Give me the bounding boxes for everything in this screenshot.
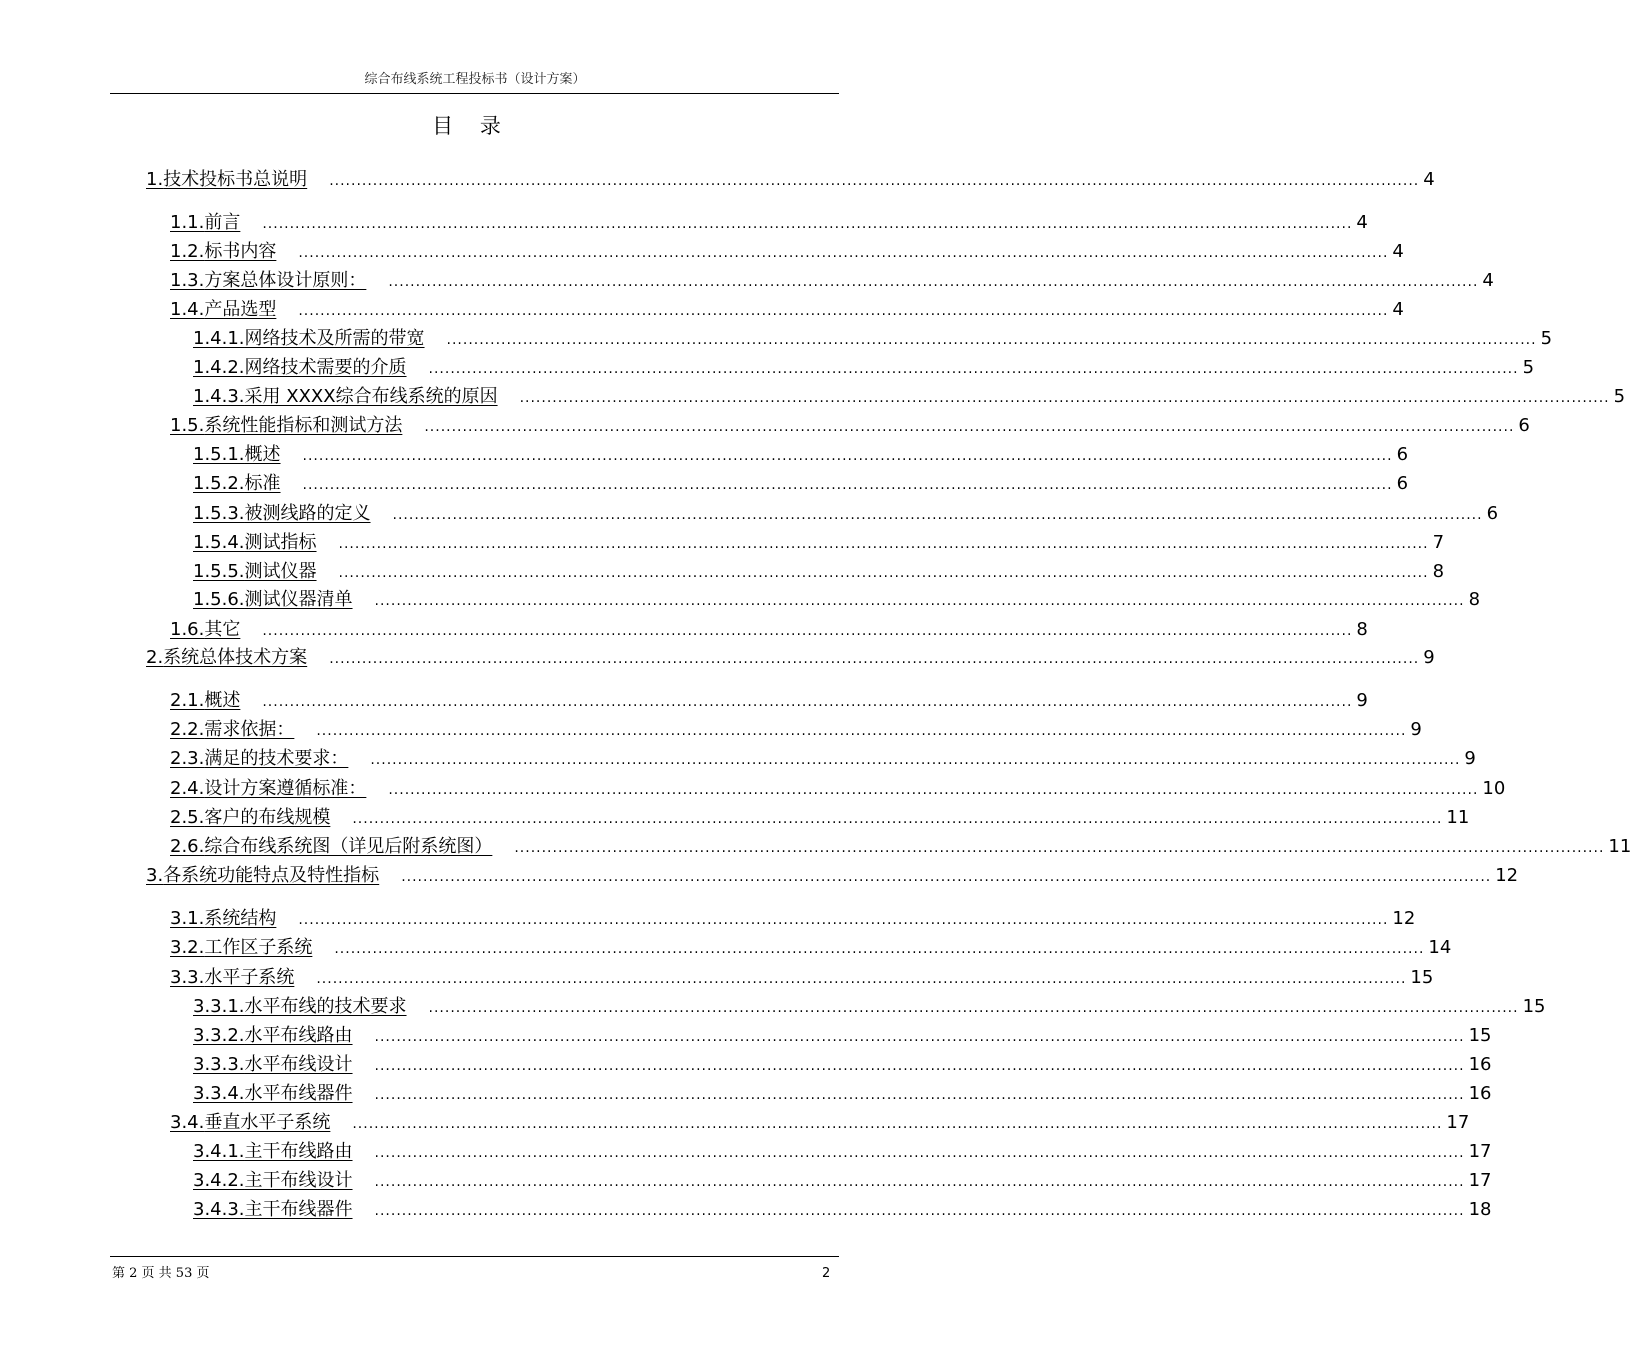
toc-dot-leader: ........................................................................................................................................................................................................	[374, 1029, 1465, 1045]
toc-entry-number: 1.	[146, 169, 164, 190]
toc-entry[interactable]	[170, 936, 1452, 960]
toc-entry-number: 1.5.4.	[193, 532, 245, 553]
toc-entry-title: 系统性能指标和测试方法	[204, 415, 403, 436]
toc-entry-number: 3.3.1.	[193, 996, 245, 1017]
toc-entry[interactable]	[193, 502, 1499, 526]
toc-entry-page: 12	[1392, 908, 1416, 929]
toc-entry-number: 3.3.	[170, 967, 205, 988]
toc-entry-number: 1.4.	[170, 299, 205, 320]
toc-entry-page: 16	[1468, 1054, 1492, 1075]
toc-dot-leader: ........................................................................................................................................................................................................	[374, 1087, 1465, 1103]
toc-dot-leader: ........................................................................................................................................................................................................	[374, 593, 1465, 609]
toc-entry-title: 主干布线路由	[244, 1141, 353, 1162]
toc-entry-page: 17	[1468, 1170, 1492, 1191]
toc-entry-title: 设计方案遵循标准：	[204, 778, 367, 799]
toc-entry-number: 1.4.3.	[193, 386, 245, 407]
toc-entry-number: 3.4.1.	[193, 1141, 245, 1162]
toc-entry[interactable]	[193, 472, 1409, 496]
toc-entry-page: 15	[1410, 967, 1434, 988]
toc-entry-page: 9	[1423, 647, 1435, 668]
toc-dot-leader: ........................................................................................................................................................................................................	[374, 1203, 1465, 1219]
toc-entry-number: 2.5.	[170, 807, 205, 828]
toc-entry-page: 5	[1522, 357, 1535, 378]
toc-dot-leader: ........................................................................................................................................................................................................	[519, 390, 1610, 406]
toc-entry-page: 15	[1522, 996, 1546, 1017]
toc-entry[interactable]	[193, 1082, 1492, 1106]
toc-entry-page: 11	[1446, 807, 1470, 828]
toc-entry-number: 2.	[146, 647, 164, 668]
toc-entry-page: 9	[1410, 719, 1422, 740]
toc-entry[interactable]	[170, 414, 1530, 438]
toc-entry-page: 4	[1392, 299, 1404, 320]
toc-entry-title: 主干布线器件	[244, 1199, 353, 1220]
toc-dot-leader: ........................................................................................................................................................................................................	[302, 448, 1393, 464]
toc-entry-title: 其它	[204, 619, 241, 640]
toc-dot-leader: ........................................................................................................................................................................................................	[374, 1145, 1465, 1161]
toc-entry-title: 被测线路的定义	[244, 503, 371, 524]
toc-entry[interactable]	[170, 777, 1506, 801]
toc-entry-page: 17	[1468, 1141, 1492, 1162]
toc-dot-leader: ........................................................................................................................................................................................................	[370, 752, 1461, 768]
toc-entry-title: 系统结构	[204, 908, 277, 929]
toc-entry-number: 1.5.2.	[193, 473, 245, 494]
toc-entry-page: 4	[1356, 212, 1368, 233]
toc-entry-number: 2.6.	[170, 836, 205, 857]
toc-entry-page: 11	[1608, 836, 1631, 857]
toc-entry-number: 1.1.	[170, 212, 205, 233]
toc-entry-number: 3.4.3.	[193, 1199, 245, 1220]
toc-entry-page: 7	[1432, 532, 1445, 553]
toc-entry-page: 5	[1540, 328, 1553, 349]
toc-entry[interactable]	[193, 588, 1481, 612]
toc-entry-number: 3.3.3.	[193, 1054, 245, 1075]
toc-entry[interactable]	[170, 806, 1470, 830]
toc-entry[interactable]	[170, 618, 1368, 642]
toc-entry-title: 垂直水平子系统	[204, 1112, 331, 1133]
toc-entry-title: 前言	[204, 212, 241, 233]
toc-entry[interactable]	[170, 718, 1422, 742]
toc-entry-number: 3.1.	[170, 908, 205, 929]
toc-entry[interactable]	[170, 240, 1404, 264]
toc-entry-page: 8	[1468, 589, 1481, 610]
toc-dot-leader: ........................................................................................................................................................................................................	[428, 1000, 1519, 1016]
toc-entry-page: 17	[1446, 1112, 1470, 1133]
toc-entry-number: 3.3.2.	[193, 1025, 245, 1046]
toc-entry[interactable]	[193, 531, 1445, 555]
toc-dot-leader: ........................................................................................................................................................................................................	[338, 536, 1429, 552]
toc-entry-page: 8	[1432, 561, 1445, 582]
toc-entry[interactable]	[170, 689, 1368, 713]
toc-entry-page: 9	[1464, 748, 1476, 769]
toc-dot-leader: ........................................................................................................................................................................................................	[334, 941, 1425, 957]
toc-entry[interactable]	[170, 211, 1368, 235]
toc-dot-leader: ........................................................................................................................................................................................................	[514, 840, 1605, 856]
toc-entry-title: 测试仪器	[244, 561, 317, 582]
toc-entry-page: 6	[1396, 473, 1409, 494]
footer-page-number: 2	[822, 1266, 831, 1281]
toc-entry[interactable]	[170, 1111, 1470, 1135]
footer-rule	[110, 1256, 839, 1257]
toc-entry-title: 测试指标	[244, 532, 317, 553]
toc-entry-page: 4	[1423, 169, 1435, 190]
toc-entry[interactable]	[193, 356, 1535, 380]
toc-entry-number: 3.2.	[170, 937, 205, 958]
toc-dot-leader: ........................................................................................................................................................................................................	[392, 507, 1483, 523]
toc-entry-title: 标准	[244, 473, 281, 494]
toc-entry[interactable]	[146, 646, 1435, 670]
toc-entry-number: 1.4.1.	[193, 328, 245, 349]
toc-dot-leader: ........................................................................................................................................................................................................	[262, 694, 1353, 710]
toc-entry-title: 主干布线设计	[244, 1170, 353, 1191]
toc-dot-leader: ........................................................................................................................................................................................................	[316, 723, 1407, 739]
toc-entry-title: 标书内容	[204, 241, 277, 262]
toc-entry-number: 1.5.6.	[193, 589, 245, 610]
page-header-title: 综合布线系统工程投标书（设计方案）	[364, 72, 586, 87]
toc-entry-number: 1.3.	[170, 270, 205, 291]
toc-entry-number: 2.2.	[170, 719, 205, 740]
toc-dot-leader: ........................................................................................................................................................................................................	[446, 332, 1537, 348]
toc-entry-number: 1.5.3.	[193, 503, 245, 524]
toc-entry-number: 3.	[146, 865, 164, 886]
toc-entry[interactable]	[170, 747, 1476, 771]
toc-entry[interactable]	[170, 835, 1631, 859]
toc-entry-title: 客户的布线规模	[204, 807, 331, 828]
toc-entry-page: 6	[1518, 415, 1530, 436]
toc-dot-leader: ........................................................................................................................................................................................................	[352, 1116, 1443, 1132]
toc-entry[interactable]	[170, 298, 1404, 322]
toc-entry-title: 方案总体设计原则：	[204, 270, 367, 291]
toc-dot-leader: ........................................................................................................................................................................................................	[329, 651, 1420, 667]
toc-entry-page: 4	[1392, 241, 1404, 262]
toc-dot-leader: ........................................................................................................................................................................................................	[298, 303, 1389, 319]
toc-dot-leader: ........................................................................................................................................................................................................	[262, 216, 1353, 232]
toc-entry-number: 1.5.5.	[193, 561, 245, 582]
toc-entry-title: 工作区子系统	[204, 937, 313, 958]
toc-entry-title: 水平布线路由	[244, 1025, 353, 1046]
toc-dot-leader: ........................................................................................................................................................................................................	[428, 361, 1519, 377]
toc-heading: 目 录	[432, 114, 511, 138]
toc-entry-page: 12	[1495, 865, 1519, 886]
toc-entry[interactable]	[193, 385, 1626, 409]
toc-entry[interactable]	[170, 966, 1434, 990]
toc-dot-leader: ........................................................................................................................................................................................................	[388, 274, 1479, 290]
toc-entry-title: 水平布线器件	[244, 1083, 353, 1104]
toc-entry-number: 1.4.2.	[193, 357, 245, 378]
toc-dot-leader: ........................................................................................................................................................................................................	[374, 1174, 1465, 1190]
toc-entry-title: 测试仪器清单	[244, 589, 353, 610]
toc-entry[interactable]	[146, 168, 1435, 192]
toc-entry[interactable]	[193, 327, 1553, 351]
toc-entry-title: 各系统功能特点及特性指标	[163, 865, 380, 886]
toc-entry[interactable]	[193, 995, 1546, 1019]
toc-entry-title: 水平布线的技术要求	[244, 996, 407, 1017]
toc-entry-page: 9	[1356, 690, 1368, 711]
toc-dot-leader: ........................................................................................................................................................................................................	[316, 971, 1407, 987]
toc-entry-title: 水平布线设计	[244, 1054, 353, 1075]
toc-entry-number: 1.5.1.	[193, 444, 245, 465]
toc-dot-leader: ........................................................................................................................................................................................................	[374, 1058, 1465, 1074]
toc-dot-leader: ........................................................................................................................................................................................................	[401, 869, 1492, 885]
toc-entry[interactable]	[170, 269, 1494, 293]
toc-entry-page: 10	[1482, 778, 1506, 799]
toc-entry-number: 1.6.	[170, 619, 205, 640]
footer-page-of: 第 2 页 共 53 页	[112, 1266, 210, 1281]
toc-entry[interactable]	[193, 443, 1409, 467]
toc-entry-title: 满足的技术要求：	[204, 748, 349, 769]
toc-entry[interactable]	[193, 560, 1445, 584]
toc-entry-title: 系统总体技术方案	[163, 647, 308, 668]
toc-entry-title: 水平子系统	[204, 967, 295, 988]
toc-entry-page: 14	[1428, 937, 1452, 958]
toc-entry-number: 3.3.4.	[193, 1083, 245, 1104]
toc-entry[interactable]	[146, 864, 1519, 888]
toc-entry-number: 2.4.	[170, 778, 205, 799]
toc-dot-leader: ........................................................................................................................................................................................................	[424, 419, 1515, 435]
toc-entry[interactable]	[193, 1053, 1492, 1077]
toc-entry-number: 3.4.2.	[193, 1170, 245, 1191]
toc-dot-leader: ........................................................................................................................................................................................................	[338, 565, 1429, 581]
toc-entry-page: 6	[1396, 444, 1409, 465]
toc-dot-leader: ........................................................................................................................................................................................................	[388, 782, 1479, 798]
toc-dot-leader: ........................................................................................................................................................................................................	[298, 245, 1389, 261]
toc-dot-leader: ........................................................................................................................................................................................................	[352, 811, 1443, 827]
toc-entry-title: 采用 XXXX综合布线系统的原因	[244, 386, 498, 407]
toc-dot-leader: ........................................................................................................................................................................................................	[302, 477, 1393, 493]
toc-entry-number: 2.1.	[170, 690, 205, 711]
toc-entry-page: 5	[1613, 386, 1626, 407]
toc-entry-title: 概述	[244, 444, 281, 465]
toc-entry-title: 产品选型	[204, 299, 277, 320]
toc-entry-page: 8	[1356, 619, 1368, 640]
toc-entry-page: 6	[1486, 503, 1499, 524]
toc-entry-number: 1.2.	[170, 241, 205, 262]
toc-entry-title: 需求依据：	[204, 719, 295, 740]
toc-dot-leader: ........................................................................................................................................................................................................	[262, 623, 1353, 639]
toc-entry-title: 综合布线系统图（详见后附系统图）	[204, 836, 493, 857]
toc-entry-page: 16	[1468, 1083, 1492, 1104]
toc-entry[interactable]	[193, 1169, 1492, 1193]
toc-entry-title: 概述	[204, 690, 241, 711]
toc-entry-page: 18	[1468, 1199, 1492, 1220]
toc-entry[interactable]	[193, 1024, 1492, 1048]
toc-entry-title: 网络技术需要的介质	[244, 357, 407, 378]
toc-entry-page: 15	[1468, 1025, 1492, 1046]
toc-entry[interactable]	[193, 1198, 1492, 1222]
toc-entry-title: 技术投标书总说明	[163, 169, 308, 190]
toc-dot-leader: ........................................................................................................................................................................................................	[298, 912, 1389, 928]
toc-entry-title: 网络技术及所需的带宽	[244, 328, 425, 349]
toc-entry-number: 3.4.	[170, 1112, 205, 1133]
toc-entry[interactable]	[170, 907, 1416, 931]
toc-dot-leader: ........................................................................................................................................................................................................	[329, 173, 1420, 189]
toc-entry-number: 2.3.	[170, 748, 205, 769]
toc-entry[interactable]	[193, 1140, 1492, 1164]
toc-entry-number: 1.5.	[170, 415, 205, 436]
toc-entry-page: 4	[1482, 270, 1494, 291]
